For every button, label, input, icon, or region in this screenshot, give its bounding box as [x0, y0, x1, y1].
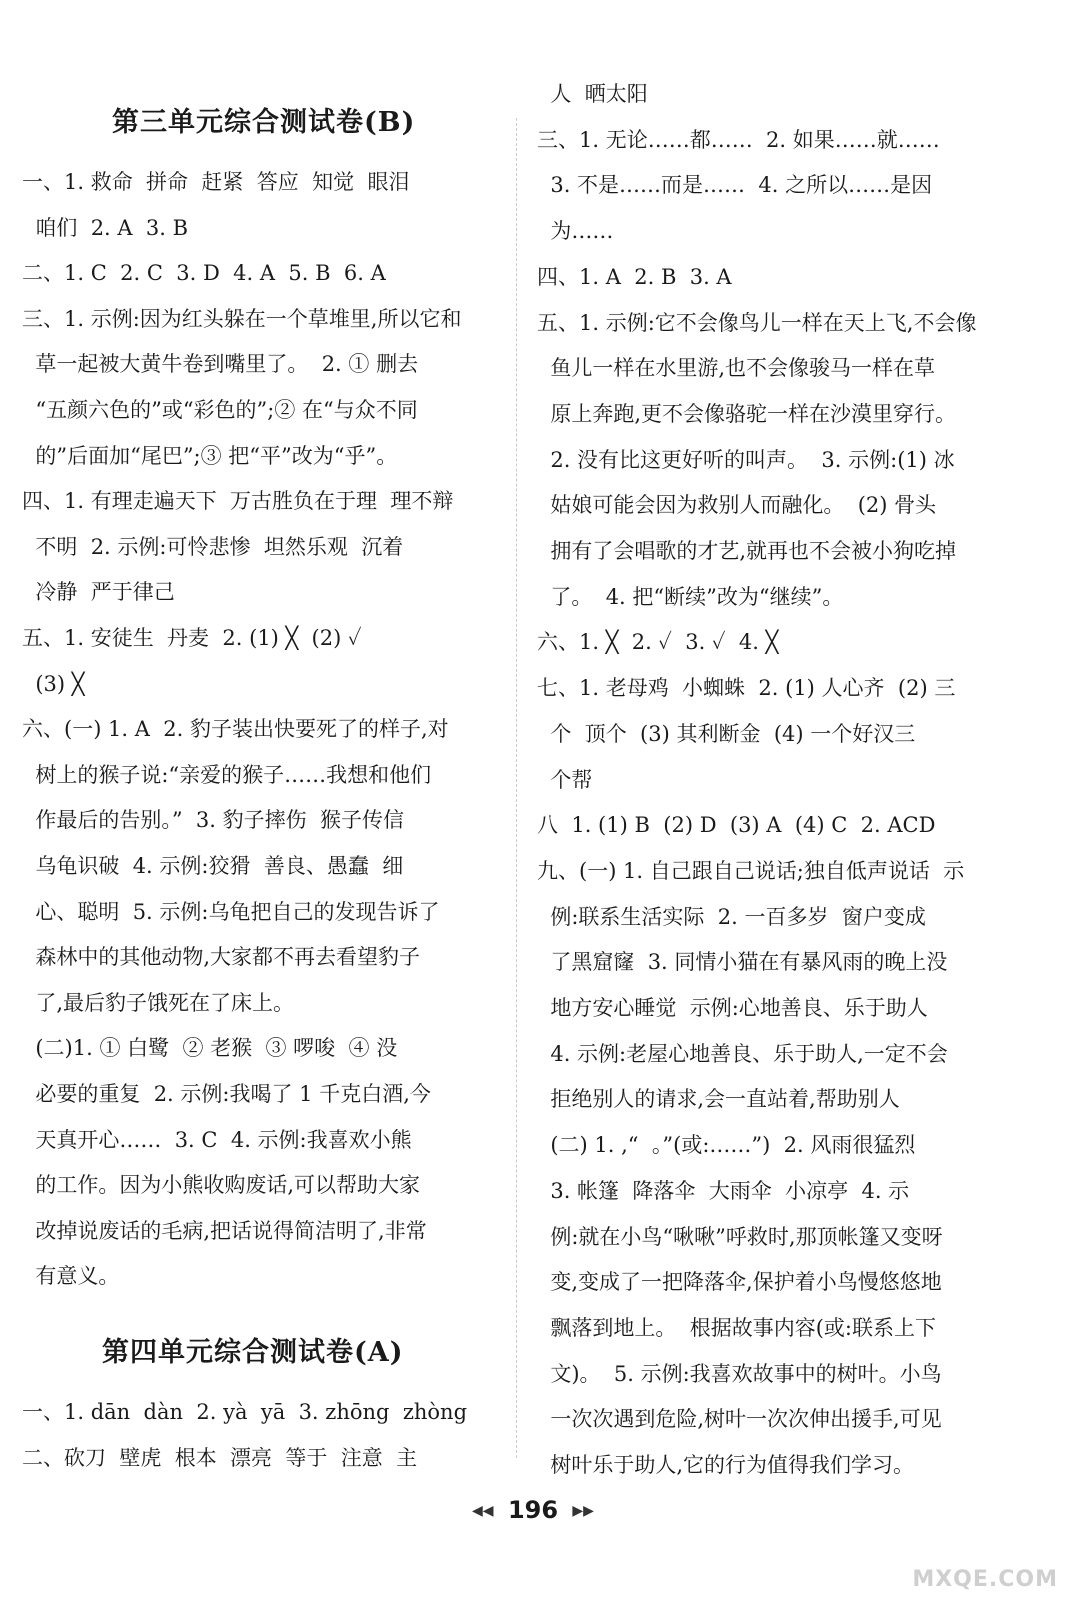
answer-line: 五、1. 示例:它不会像鸟儿一样在天上飞,不会像	[537, 310, 977, 335]
answer-line: 树叶乐于助人,它的行为值得我们学习。	[537, 1453, 915, 1477]
answer-line: 二、砍刀 壁虎 根本 漂亮 等于 注意 主	[22, 1446, 418, 1470]
answer-line: 作最后的告别。” 3. 豹子摔伤 猴子传信	[22, 808, 404, 833]
answer-line: 人 晒太阳	[537, 82, 648, 106]
column-divider	[516, 118, 517, 1458]
answer-line: 三、1. 示例:因为红头躲在一个草堆里,所以它和	[22, 306, 462, 331]
page-footer	[0, 1496, 1066, 1524]
answer-line: 六、(一) 1. A 2. 豹子装出快要死了的样子,对	[22, 717, 449, 742]
answer-line: 例:联系生活实际 2. 一百多岁 窗户变成	[537, 904, 926, 929]
answer-line: (二) 1. ,“ 。”(或:……”) 2. 风雨很猛烈	[537, 1133, 916, 1158]
watermark: MXQE.COM	[912, 1567, 1058, 1592]
answer-line: 原上奔跑,更不会像骆驼一样在沙漠里穿行。	[537, 401, 957, 426]
answer-line: 不明 2. 示例:可怜悲惨 坦然乐观 沉着	[22, 534, 404, 559]
answer-line: 鱼儿一样在水里游,也不会像骏马一样在草	[537, 356, 936, 381]
answer-line: (3) ╳	[22, 671, 85, 696]
prev-arrows-icon: ◀◀	[472, 1503, 494, 1519]
answer-line: 天真开心…… 3. C 4. 示例:我喜欢小熊	[22, 1127, 412, 1152]
answer-line: 拥有了会唱歌的才艺,就再也不会被小狗吃掉	[537, 539, 957, 563]
answer-line: 七、1. 老母鸡 小蜘蛛 2. (1) 人心齐 (2) 三	[537, 676, 956, 701]
answer-line: 了,最后豹子饿死在了床上。	[22, 990, 295, 1015]
answer-line: 个 顶个 (3) 其利断金 (4) 一个好汉三	[537, 721, 916, 746]
answer-line: 三、1. 无论……都…… 2. 如果……就……	[537, 127, 940, 152]
answer-line: 3. 不是……而是…… 4. 之所以……是因	[537, 173, 933, 198]
answer-line: 4. 示例:老屋心地善良、乐于助人,一定不会	[537, 1041, 948, 1066]
answer-line: “五颜六色的”或“彩色的”;② 在“与众不同	[22, 398, 418, 422]
answer-line: 一、1. dān dàn 2. yà yā 3. zhōng zhòng	[22, 1400, 468, 1424]
answer-line: 文)。 5. 示例:我喜欢故事中的树叶。小鸟	[537, 1361, 942, 1386]
answer-line: 个帮	[537, 767, 593, 792]
answer-line: 八 1. (1) B (2) D (3) A (4) C 2. ACD	[537, 813, 936, 838]
answer-line: 地方安心睡觉 示例:心地善良、乐于助人	[537, 996, 928, 1020]
page-number: 196	[507, 1496, 559, 1524]
answer-line: (二)1. ① 白鹭 ② 老猴 ③ 啰唆 ④ 没	[22, 1036, 398, 1061]
answer-line: 一次次遇到危险,树叶一次次伸出援手,可见	[537, 1407, 942, 1432]
answer-line: 冷静 严于律己	[22, 580, 175, 605]
section-title-unit4-a: 第四单元综合测试卷(A)	[102, 1337, 404, 1368]
answer-line: 乌龟识破 4. 示例:狡猾 善良、愚蠢 细	[22, 854, 404, 878]
answer-line: 二、1. C 2. C 3. D 4. A 5. B 6. A	[22, 261, 386, 286]
answer-line: 了。 4. 把“断续”改为“继续”。	[537, 584, 844, 609]
answer-line: 五、1. 安徒生 丹麦 2. (1) ╳ (2) ✓	[22, 626, 362, 650]
next-arrows-icon: ▶▶	[572, 1503, 594, 1519]
answer-line: 2. 没有比这更好听的叫声。 3. 示例:(1) 冰	[537, 447, 955, 472]
section-title-unit3-b: 第三单元综合测试卷(B)	[112, 107, 416, 138]
answer-line: 六、1. ╳ 2. ✓ 3. ✓ 4. ╳	[537, 630, 779, 655]
answer-line: 咱们 2. A 3. B	[22, 215, 189, 240]
answer-line: 森林中的其他动物,大家都不再去看望豹子	[22, 945, 421, 970]
answer-line: 树上的猴子说:“亲爱的猴子……我想和他们	[22, 762, 432, 787]
answer-line: 心、聪明 5. 示例:乌龟把自己的发现告诉了	[22, 899, 440, 924]
answer-line: 有意义。	[22, 1264, 120, 1289]
answer-line: 为……	[537, 219, 614, 244]
answer-line: 改掉说废话的毛病,把话说得简洁明了,非常	[22, 1218, 427, 1243]
answer-line: 的”后面加“尾巴”;③ 把“平”改为“乎”。	[22, 443, 398, 468]
answer-line: 草一起被大黄牛卷到嘴里了。 2. ① 删去	[22, 352, 419, 377]
answer-line: 姑娘可能会因为救别人而融化。 (2) 骨头	[537, 493, 937, 518]
answer-line: 的工作。因为小熊收购废话,可以帮助大家	[22, 1173, 421, 1198]
answer-line: 四、1. A 2. B 3. A	[537, 264, 732, 289]
answer-line: 变,变成了一把降落伞,保护着小鸟慢悠悠地	[537, 1270, 942, 1295]
answer-line: 3. 帐篷 降落伞 大雨伞 小凉亭 4. 示	[537, 1178, 910, 1203]
answer-line: 飘落到地上。 根据故事内容(或:联系上下	[537, 1315, 936, 1340]
answer-line: 例:就在小鸟“啾啾”呼救时,那顶帐篷又变呀	[537, 1224, 943, 1249]
answer-line: 必要的重复 2. 示例:我喝了 1 千克白酒,今	[22, 1082, 431, 1106]
answer-line: 四、1. 有理走遍天下 万古胜负在于理 理不辩	[22, 489, 454, 514]
answer-line: 九、(一) 1. 自己跟自己说话;独自低声说话 示	[537, 858, 965, 883]
answer-line: 拒绝别人的请求,会一直站着,帮助别人	[537, 1087, 900, 1112]
answer-line: 了黑窟窿 3. 同情小猫在有暴风雨的晚上没	[537, 950, 948, 975]
answer-line: 一、1. 救命 拼命 赶紧 答应 知觉 眼泪	[22, 170, 410, 194]
